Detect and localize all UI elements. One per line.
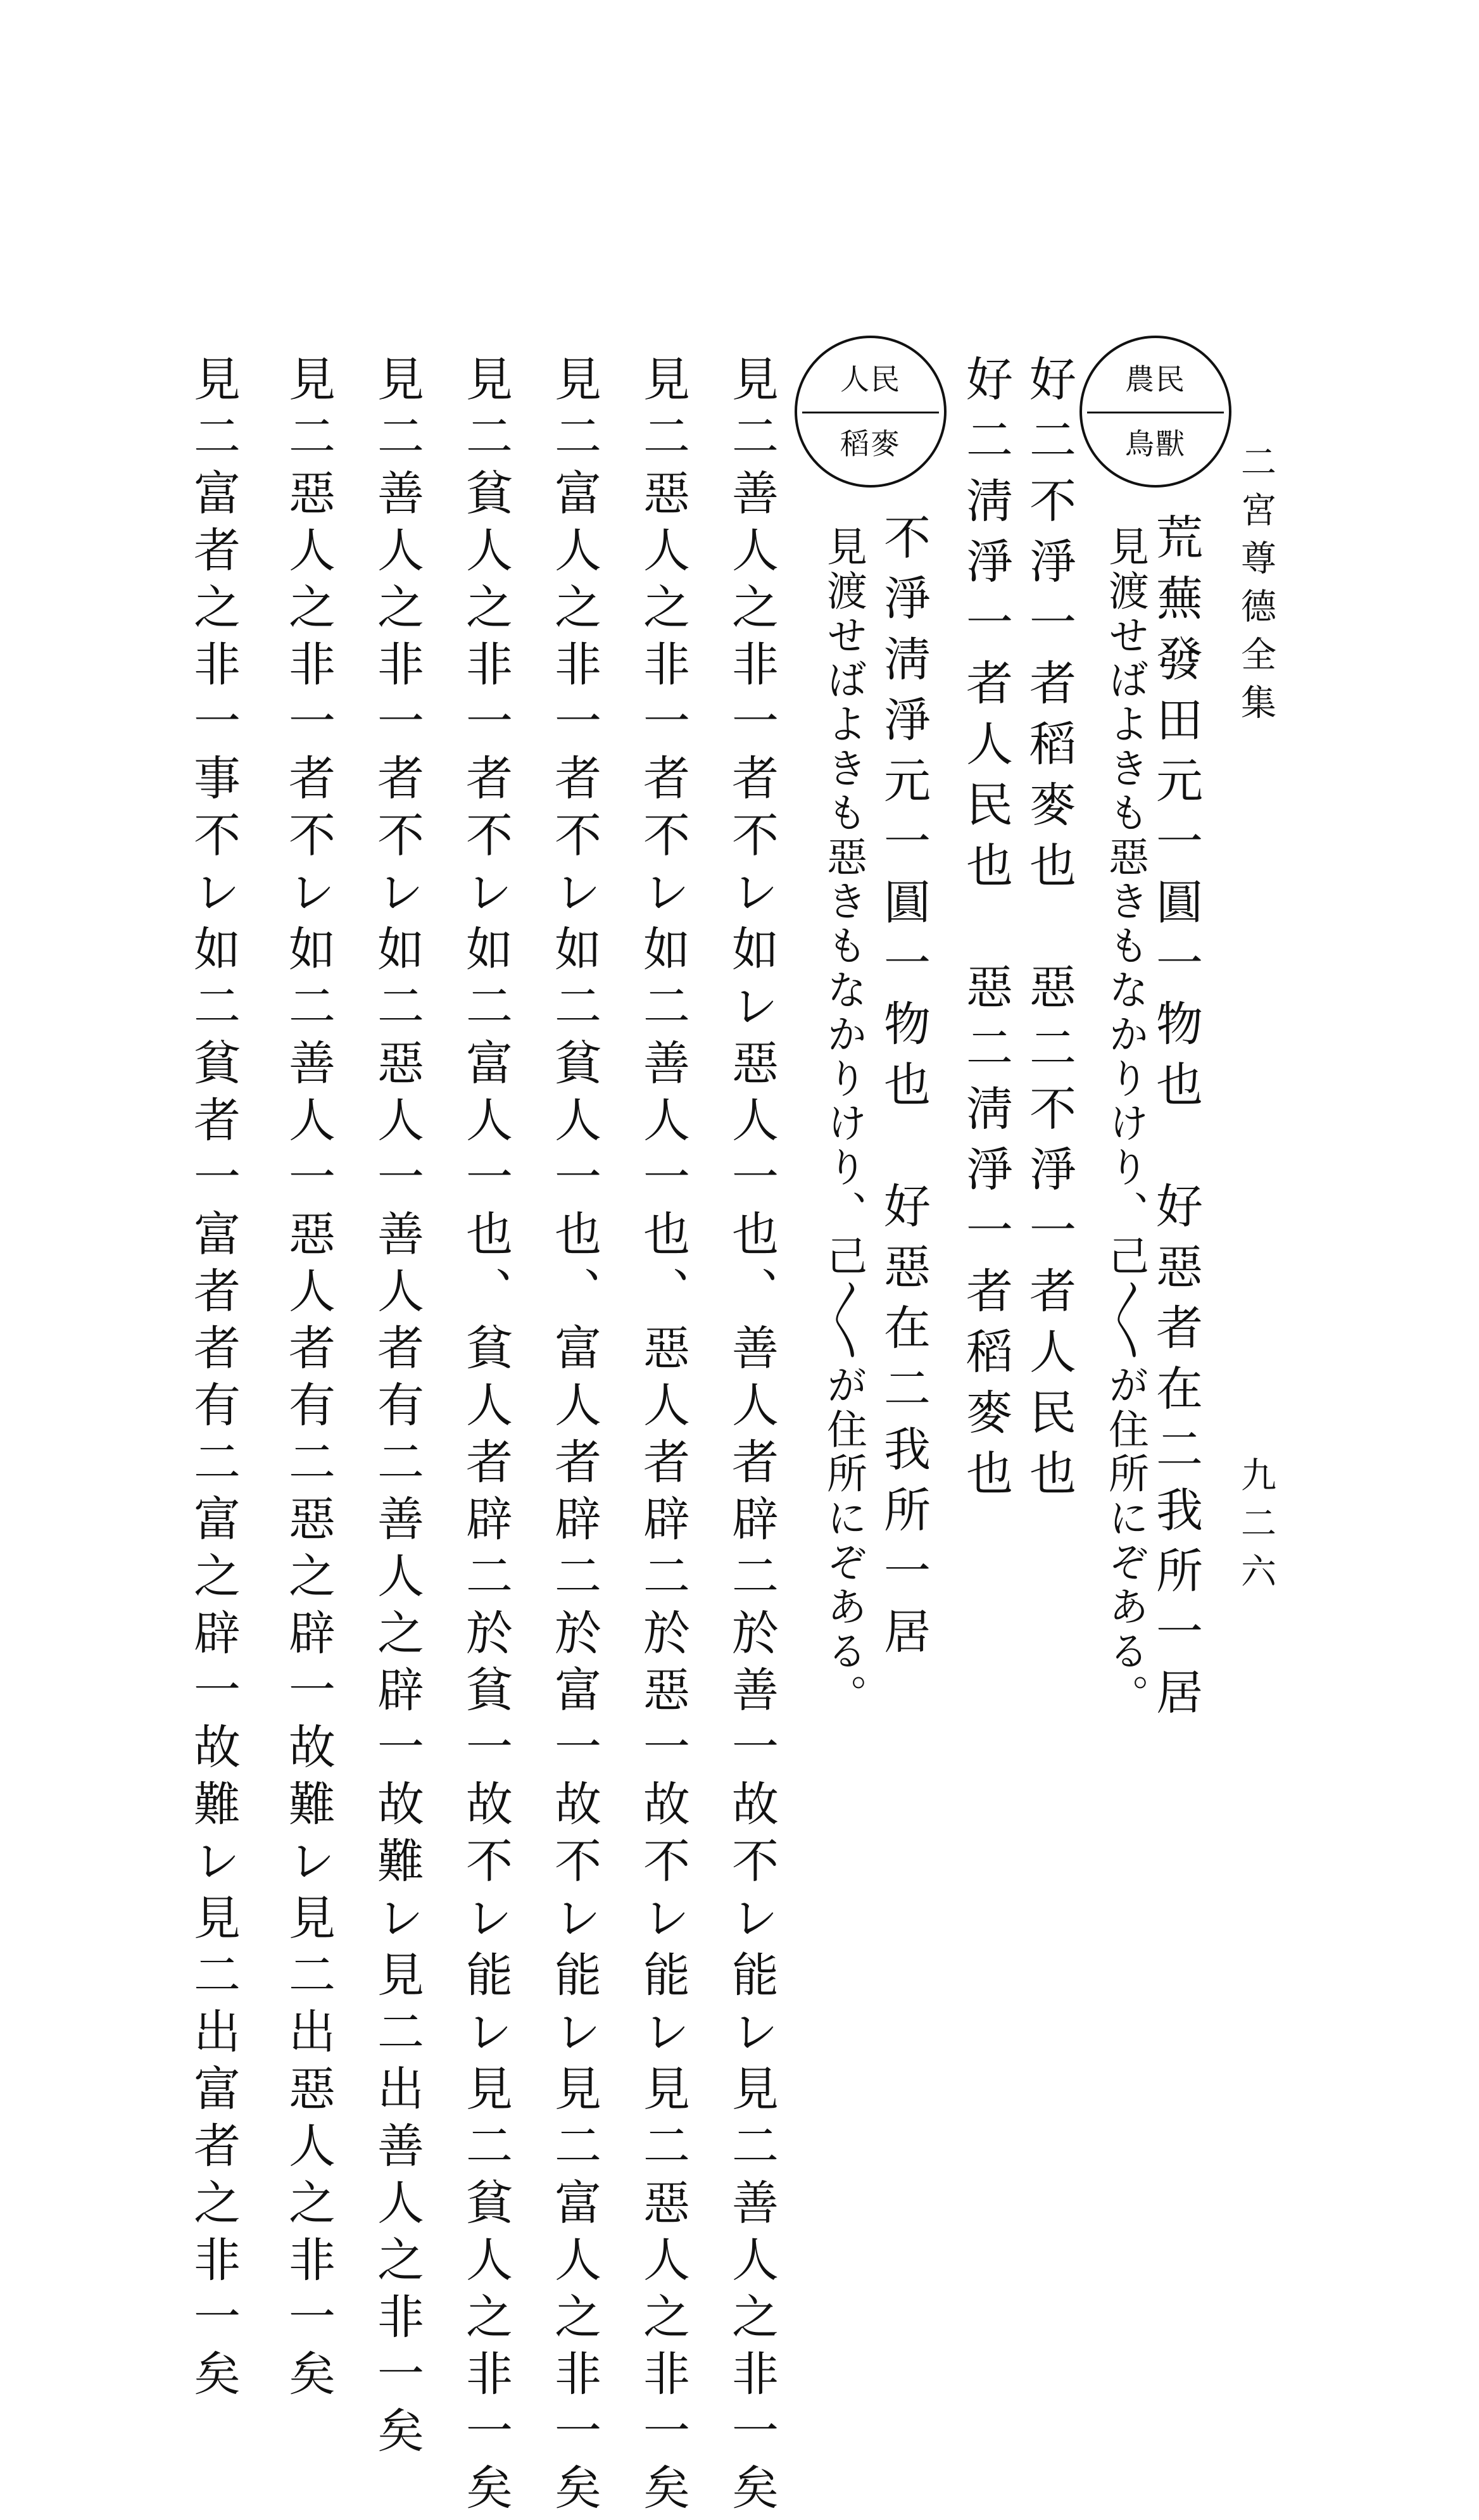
verse-line-3: 好二淸淨一者人民也 惡二淸淨一者稻麥也	[959, 355, 1013, 1509]
poem-line-2: 見渡せばよきも惡きもなかりけり、己〳〵が住所にぞある。	[820, 526, 867, 1718]
text-line-2: 見二惡人之非一者不レ如二善人一也、惡人者辟二於惡一故不レ能レ見二惡人之非一矣	[636, 355, 690, 2520]
poem-line-1: 見渡せばよきも惡きもなかりけり、己〳〵が住所にぞある。	[1102, 526, 1149, 1718]
seal-top-text: 人民	[840, 362, 901, 396]
text-line-6: 見二惡人之非一者不レ如二善人一惡人者有二惡之辟一故難レ見二出惡人之非一矣	[281, 355, 336, 2406]
seal-top-text: 農民	[1125, 362, 1186, 396]
text-line-7: 見二富者之非一事不レ如二貧者一富者者有二富之辟一故難レ見二出富者之非一矣	[186, 355, 241, 2406]
seal-bottom-text: 鳥獸	[1125, 427, 1186, 461]
seal-people-grain	[795, 336, 947, 488]
seal-divider	[1087, 412, 1224, 413]
seal-farmers-birds	[1079, 336, 1231, 488]
text-line-1: 見二善人之非一者不レ如レ惡人一也、善人者辟二於善一故不レ能レ見二善人之非一矣	[724, 355, 779, 2520]
seal-divider	[802, 412, 939, 413]
verse-line-4: 不淨淸淨元一圓一物也 好惡在二我所一居	[876, 513, 931, 1668]
verse-line-2: 好二不淨一者稻麥也 惡二不淨一者人民也	[1022, 355, 1076, 1509]
verse-line-1: 荒蕪發田元一圓一物也 好惡者在二我所一居	[1149, 513, 1203, 1729]
text-line-4: 見二貧人之非一者不レ如二富人一也、貧人者辟二於貧一故不レ能レ見二貧人之非一矣	[458, 355, 513, 2520]
page-number: 九二六	[1235, 1456, 1276, 1601]
seal-bottom-text: 稻麥	[840, 427, 901, 461]
text-line-3: 見二富人之非一者不レ如二貧人一也、富人者辟二於富一故不レ能レ見二富人之非一矣	[547, 355, 601, 2520]
text-line-5: 見二善人之非一者不レ如二惡人一善人者有二善人之辟一故難レ見二出善人之非一矣	[370, 355, 424, 2463]
running-title: 二宮尊德全集	[1235, 443, 1276, 732]
